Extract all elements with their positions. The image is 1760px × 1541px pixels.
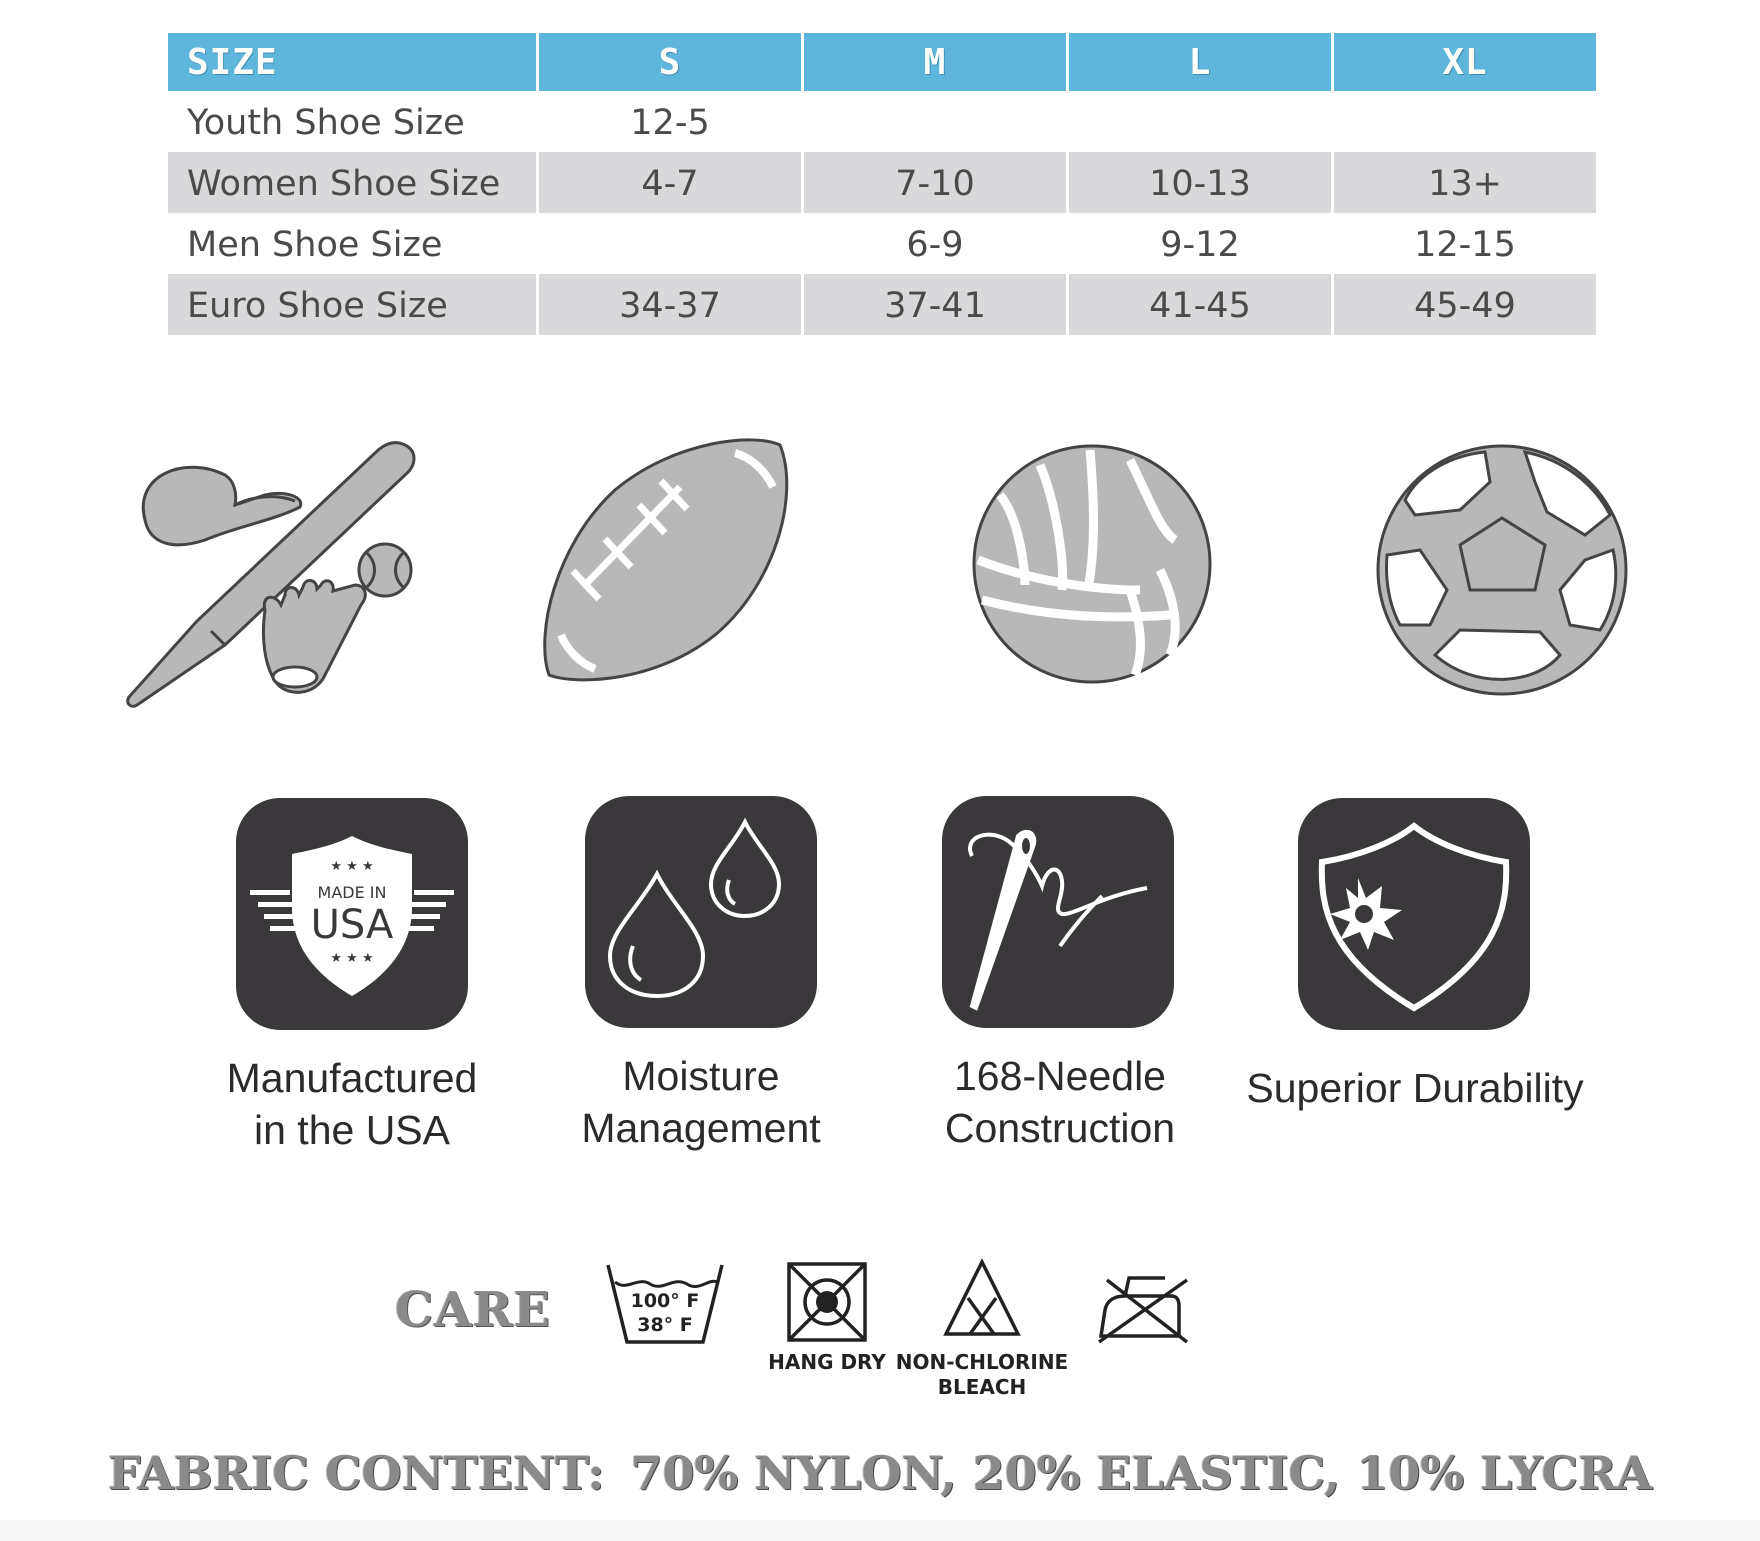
water-drops-icon [585, 796, 817, 1028]
needle-thread-icon [942, 796, 1174, 1028]
baseball-icon [125, 435, 425, 715]
table-cell: 9-12 [1160, 224, 1240, 265]
badge-made-in: MADE IN [317, 883, 387, 902]
size-chart-table [165, 33, 1599, 335]
volleyball-icon [970, 440, 1220, 690]
svg-text:★ ★ ★: ★ ★ ★ [330, 859, 374, 874]
table-cell: 10-13 [1069, 152, 1331, 213]
do-not-iron-icon [1095, 1270, 1193, 1348]
size-header-xl: XL [1334, 33, 1596, 91]
fabric-content [0, 1446, 1760, 1500]
svg-text:★ ★ ★: ★ ★ ★ [330, 951, 374, 966]
table-cell: 7-10 [804, 152, 1066, 213]
bottom-divider [0, 1520, 1760, 1541]
shield-impact-icon [1298, 798, 1530, 1030]
table-cell: 12-5 [630, 102, 710, 143]
table-row [168, 152, 1596, 213]
badge-usa: USA [310, 902, 394, 948]
table-cell [1069, 91, 1331, 152]
row-label-youth: Youth Shoe Size [187, 102, 465, 143]
table-cell: 12-15 [1414, 224, 1516, 265]
bleach-label: NON-CHLORINE BLEACH [895, 1350, 1069, 1399]
row-label-women: Women Shoe Size [168, 152, 536, 213]
football-icon [535, 435, 795, 685]
table-cell: 13+ [1334, 152, 1596, 213]
feature-label-usa: Manufactured in the USA [226, 1055, 478, 1153]
feature-label-moisture: Moisture Management [581, 1053, 821, 1151]
care-title: CARE [395, 1282, 551, 1338]
size-header-m: M [804, 33, 1066, 91]
table-cell: 45-49 [1334, 274, 1596, 335]
fabric-content-label: FABRIC CONTENT: [107, 1446, 605, 1500]
wash-temp-c: 38° F [637, 1314, 693, 1336]
table-cell: 41-45 [1069, 274, 1331, 335]
table-row [168, 91, 1596, 152]
size-header-l: L [1069, 33, 1331, 91]
table-cell: 34-37 [539, 274, 801, 335]
table-cell: 4-7 [539, 152, 801, 213]
size-header: SIZE [168, 33, 536, 91]
table-cell: 6-9 [906, 224, 964, 265]
size-chart-header-row [168, 33, 1596, 91]
wash-temperature-icon [605, 1262, 725, 1350]
soccer-ball-icon [1375, 440, 1630, 700]
table-cell [539, 213, 801, 274]
row-label-men: Men Shoe Size [187, 224, 443, 265]
fabric-content-value: 70% NYLON, 20% ELASTIC, 10% LYCRA [630, 1446, 1653, 1500]
size-header-s: S [539, 33, 801, 91]
table-cell [804, 91, 1066, 152]
made-in-usa-shield-icon [236, 798, 468, 1030]
feature-label-durability: Superior Durability [1246, 1065, 1584, 1111]
feature-label-needle: 168-Needle Construction [944, 1053, 1176, 1151]
table-cell: 37-41 [804, 274, 1066, 335]
hang-dry-label: HANG DRY [768, 1350, 886, 1374]
non-chlorine-bleach-icon [942, 1258, 1022, 1342]
table-cell [1334, 91, 1596, 152]
hang-dry-icon [787, 1262, 867, 1346]
row-label-euro: Euro Shoe Size [168, 274, 536, 335]
table-row [168, 274, 1596, 335]
wash-temp-f: 100° F [630, 1290, 700, 1312]
table-row [168, 213, 1596, 274]
